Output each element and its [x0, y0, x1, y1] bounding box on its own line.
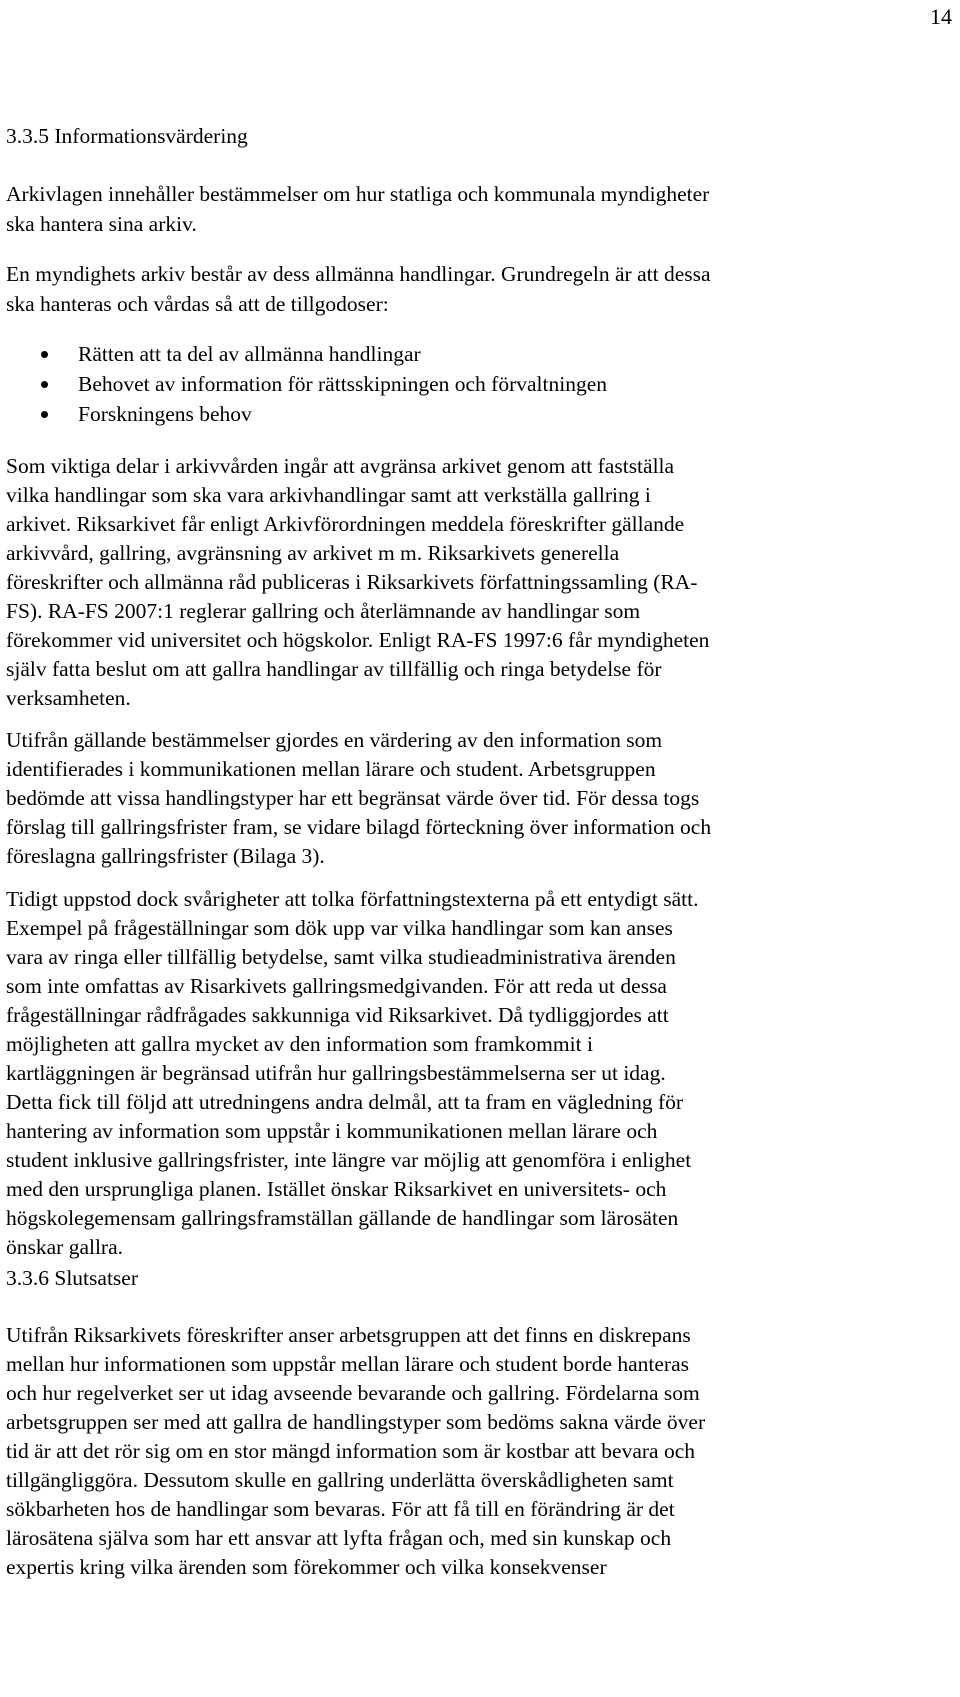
text-line: Utifrån Riksarkivets föreskrifter anser arbetsgruppen att det finns en diskrepans	[6, 1323, 691, 1347]
text-line: tid är att det rör sig om en stor mängd information som är kostbar att bevara och	[6, 1439, 696, 1463]
text-line: önskar gallra.	[6, 1235, 124, 1259]
paragraph-arkivlagen	[6, 179, 956, 239]
text-line: kartläggningen är begränsad utifrån hur gallringsbestämmelserna ser ut idag.	[6, 1061, 666, 1085]
section-heading-slutsatser: 3.3.6 Slutsatser	[6, 1266, 138, 1290]
paragraph-slutsatser	[6, 1321, 956, 1582]
text-line: föreskrifter och allmänna råd publiceras i Riksarkivets författningssamling (RA-	[6, 570, 698, 594]
paragraph-myndighets-arkiv	[6, 259, 956, 319]
text-line: En myndighets arkiv består av dess allmänna handlingar. Grundregeln är att dessa	[6, 262, 711, 286]
bullet-icon	[41, 411, 48, 418]
text-line: Exempel på frågeställningar som dök upp var vilka handlingar som kan anses	[6, 916, 673, 940]
text-line: expertis kring vilka ärenden som förekommer och vilka konsekvenser	[6, 1555, 607, 1579]
text-line: frågeställningar rådfrågades sakkunniga vid Riksarkivet. Då tydliggjordes att	[6, 1003, 669, 1027]
paragraph-vardering	[6, 726, 956, 871]
text-line: Utifrån gällande bestämmelser gjordes en värdering av den information som	[6, 728, 663, 752]
text-line: arbetsgruppen ser med att gallra de handlingstyper som bedöms sakna värde över	[6, 1410, 706, 1434]
list-item-text: Behovet av information för rättsskipningen och förvaltningen	[78, 372, 608, 396]
text-line: student inklusive gallringsfrister, inte längre var möjlig att genomföra i enlighet	[6, 1148, 692, 1172]
list-item	[0, 369, 960, 399]
text-line: själv fatta beslut om att gallra handlingar av tillfällig och ringa betydelse för	[6, 657, 662, 681]
bullet-icon	[41, 351, 48, 358]
text-line: ska hanteras och vårdas så att de tillgodoser:	[6, 292, 389, 316]
text-line: vara av ringa eller tillfällig betydelse, samt vilka studieadministrativa ärenden	[6, 945, 676, 969]
text-line: ska hantera sina arkiv.	[6, 212, 197, 236]
list-item-text: Rätten att ta del av allmänna handlingar	[78, 342, 421, 366]
bullet-icon	[41, 381, 48, 388]
text-line: mellan hur informationen som uppstår mellan lärare och student borde hanteras	[6, 1352, 690, 1376]
paragraph-arkivvarden	[6, 452, 956, 713]
text-line: identifierades i kommunikationen mellan lärare och student. Arbetsgruppen	[6, 757, 656, 781]
text-line: hantering av information som uppstår i kommunikationen mellan lärare och	[6, 1119, 658, 1143]
text-line: sökbarheten hos de handlingar som bevaras. För att få till en förändring är det	[6, 1497, 675, 1521]
text-line: och hur regelverket ser ut idag avseende bevarande och gallring. Fördelarna som	[6, 1381, 700, 1405]
bullet-list	[0, 339, 960, 429]
list-item	[0, 339, 960, 369]
text-line: Detta fick till följd att utredningens andra delmål, att ta fram en vägledning för	[6, 1090, 684, 1114]
text-line: förekommer vid universitet och högskolor. Enligt RA-FS 1997:6 får myndigheten	[6, 628, 710, 652]
text-line: arkivet. Riksarkivet får enligt Arkivförordningen meddela föreskrifter gällande	[6, 512, 685, 536]
text-line: Som viktiga delar i arkivvården ingår att avgränsa arkivet genom att fastställa	[6, 454, 675, 478]
text-line: vilka handlingar som ska vara arkivhandlingar samt att verkställa gallring i	[6, 483, 651, 507]
text-line: FS). RA-FS 2007:1 reglerar gallring och återlämnande av handlingar som	[6, 599, 641, 623]
text-line: som inte omfattas av Risarkivets gallringsmedgivanden. För att reda ut dessa	[6, 974, 667, 998]
text-line: bedömde att vissa handlingstyper har ett begränsat värde över tid. För dessa togs	[6, 786, 700, 810]
text-line: verksamheten.	[6, 686, 131, 710]
paragraph-svarigheter	[6, 885, 956, 1262]
text-line: möjligheten att gallra mycket av den information som framkommit i	[6, 1032, 593, 1056]
text-line: Tidigt uppstod dock svårigheter att tolka författningstexterna på ett entydigt sätt.	[6, 887, 699, 911]
section-heading-informationsvardering: 3.3.5 Informationsvärdering	[6, 124, 248, 148]
page-number: 14	[930, 4, 952, 29]
text-line: föreslagna gallringsfrister (Bilaga 3).	[6, 844, 325, 868]
text-line: Arkivlagen innehåller bestämmelser om hur statliga och kommunala myndigheter	[6, 182, 710, 206]
text-line: med den ursprungliga planen. Istället önskar Riksarkivet en universitets- och	[6, 1177, 667, 1201]
text-line: arkivvård, gallring, avgränsning av arkivet m m. Riksarkivets generella	[6, 541, 620, 565]
list-item-text: Forskningens behov	[78, 402, 252, 426]
text-line: högskolegemensam gallringsframställan gällande de handlingar som lärosäten	[6, 1206, 679, 1230]
text-line: förslag till gallringsfrister fram, se vidare bilagd förteckning över information och	[6, 815, 712, 839]
text-line: lärosätena själva som har ett ansvar att lyfta frågan och, med sin kunskap och	[6, 1526, 672, 1550]
text-line: tillgängliggöra. Dessutom skulle en gallring underlätta överskådligheten samt	[6, 1468, 674, 1492]
list-item	[0, 399, 960, 429]
